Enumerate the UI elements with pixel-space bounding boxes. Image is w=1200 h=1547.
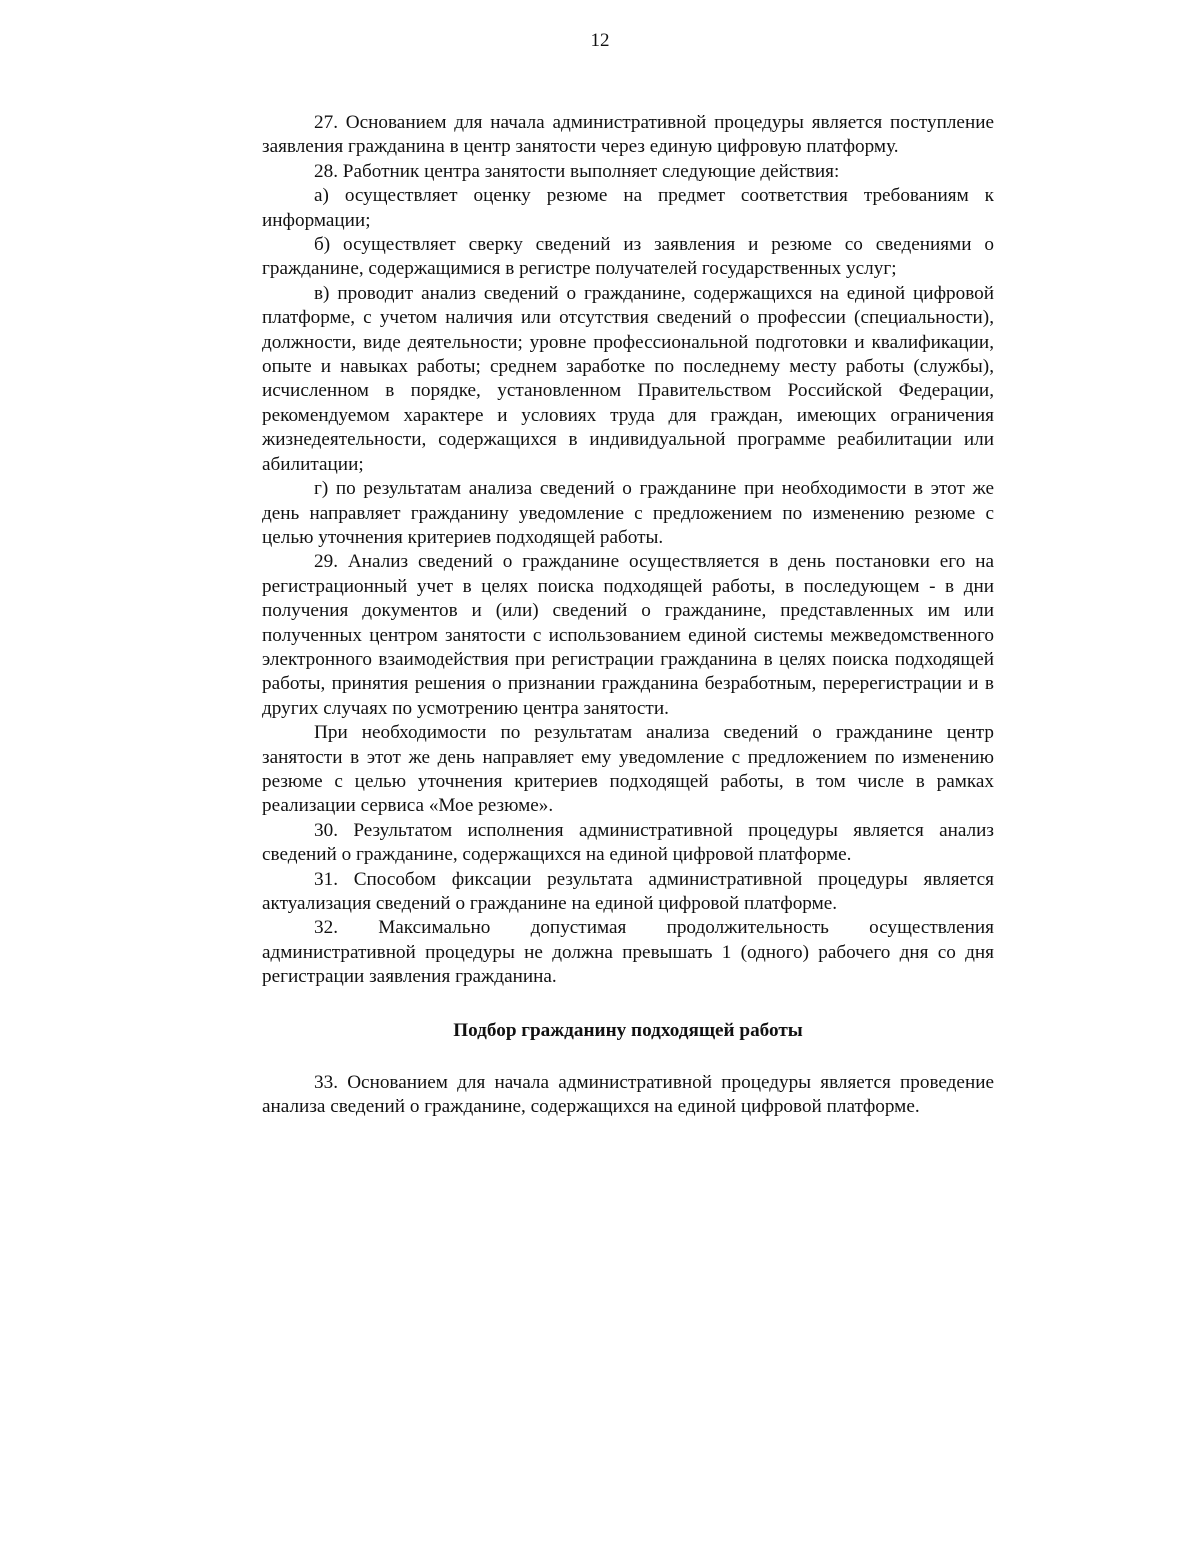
paragraph-28-v: в) проводит анализ сведений о гражданине, содержащихся на единой цифровой платформе, с учетом наличия или отсутствия сведений о профессии (специальности), должности, виде деятельности; уровне профессиональной подготовки и квалификации, опыте и навыках работы; среднем заработке по последнему месту работы (службы), исчисленном в порядке, установленном Правительством Российской Федерации, рекомендуемом характере и условиях труда для граждан, имеющих ограничения жизнедеятельности, содержащихся в индивидуальной программе реабилитации или абилитации;: [262, 282, 994, 475]
paragraph-28-b: б) осуществляет сверку сведений из заявления и резюме со сведениями о гражданине, содержащимися в регистре получателей государственных услуг;: [262, 234, 994, 280]
paragraph-32: 32. Максимально допустимая продолжительность осуществления административной процедуры не должна превышать 1 (одного) рабочего дня со дня регистрации заявления гражданина.: [262, 917, 994, 988]
paragraph-27: 27. Основанием для начала административной процедуры является поступление заявления гражданина в центр занятости через единую цифровую платформу.: [262, 112, 994, 158]
paragraph-33: 33. Основанием для начала административной процедуры является проведение анализа сведений о гражданине, содержащихся на единой цифровой платформе.: [262, 1071, 994, 1118]
paragraph-28-g: г) по результатам анализа сведений о гражданине при необходимости в этот же день направляет гражданину уведомление с предложением по изменению резюме с целью уточнения критериев подходящей работы.: [262, 478, 994, 548]
paragraph-28-a: а) осуществляет оценку резюме на предмет соответствия требованиям к информации;: [262, 185, 994, 231]
page-number: 12: [590, 30, 610, 51]
paragraph-31: 31. Способом фиксации результата административной процедуры является актуализация сведений о гражданине на единой цифровой платформе.: [262, 868, 994, 914]
paragraph-29: 29. Анализ сведений о гражданине осуществляется в день постановки его на регистрационный учет в целях поиска подходящей работы, в последующем - в дни получения документов и (или) сведений о гражданине, представленных им или полученных центром занятости с использованием единой системы межведомственного электронного взаимодействия при регистрации гражданина в целях поиска подходящей работы, принятия решения о признании гражданина безработным, перерегистрации и в других случаях по усмотрению центра занятости.: [262, 551, 994, 719]
paragraph-30: 30. Результатом исполнения административной процедуры является анализ сведений о гражданине, содержащихся на единой цифровой платформе.: [262, 819, 994, 866]
paragraph-29-continued: При необходимости по результатам анализа сведений о гражданине центр занятости в этот же день направляет ему уведомление с предложением по изменению резюме с целью уточнения критериев подходящей работы, в том числе в рамках реализации сервиса «Мое резюме».: [262, 722, 994, 817]
document-body: [262, 111, 994, 1119]
paragraph-28: 28. Работник центра занятости выполняет следующие действия:: [314, 160, 840, 182]
section-heading: Подбор гражданину подходящей работы: [453, 1019, 803, 1041]
